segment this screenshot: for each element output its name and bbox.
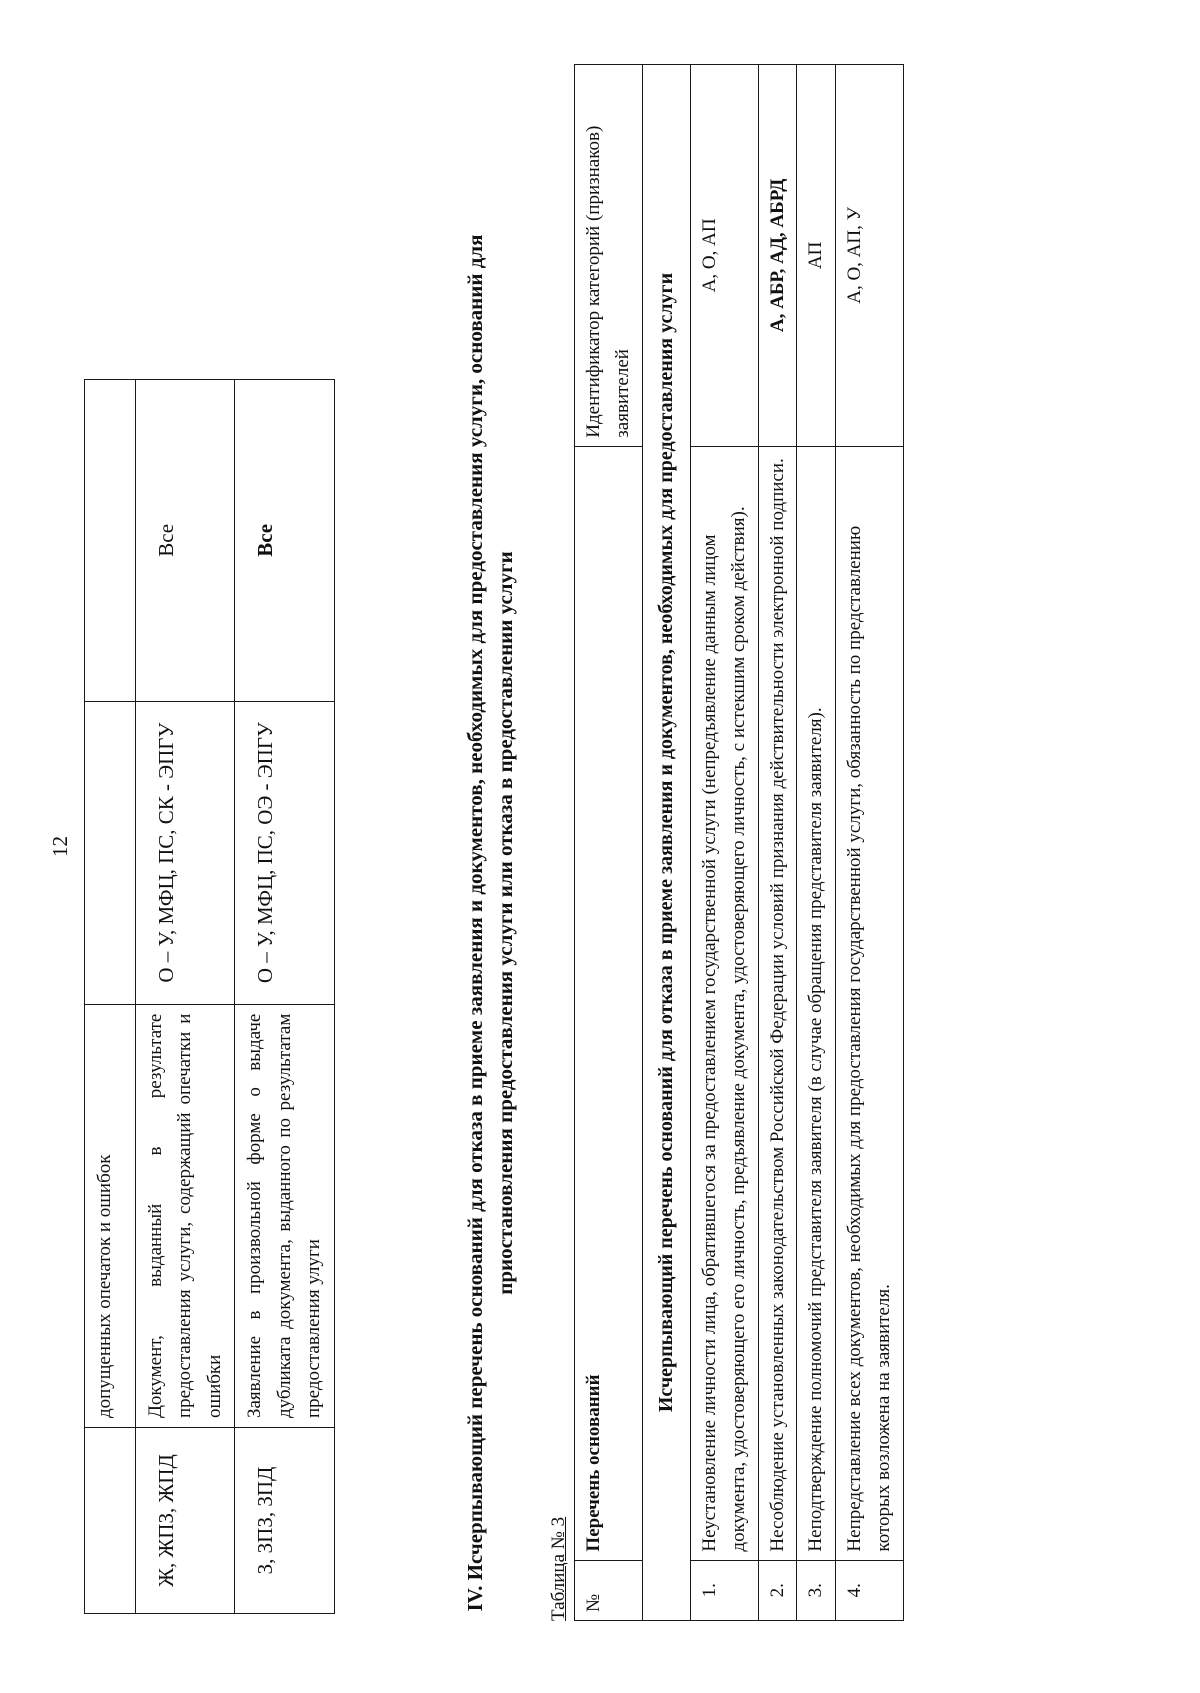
row-reason: Несоблюдение установленных законодательством Российской Федерации условий признания действительности электронной подписи. xyxy=(758,446,796,1560)
header-number: № xyxy=(575,1560,643,1620)
table-row xyxy=(690,65,758,1621)
table-header-row xyxy=(575,65,643,1621)
row-number: 4. xyxy=(835,1560,903,1620)
table-row xyxy=(85,380,136,1614)
table-caption: Таблица № 3 xyxy=(548,1516,569,1621)
code-cell: З, ЗПЗ, ЗПД xyxy=(235,1428,334,1614)
table-row xyxy=(835,65,903,1621)
description-cell: допущенных опечаток и ошибок xyxy=(85,1004,136,1427)
channels-cell xyxy=(85,701,136,1004)
table-row xyxy=(136,380,235,1614)
row-number: 2. xyxy=(758,1560,796,1620)
description-cell: Заявление в произвольной форме о выдаче дубликата документа, выданного по результатам предоставления улуги xyxy=(235,1004,334,1427)
header-identifier: Идентификатор категорий (признаков) заявителей xyxy=(575,65,643,447)
row-number: 3. xyxy=(797,1560,835,1620)
applicants-cell xyxy=(85,380,136,702)
group-title: Исчерпывающий перечень оснований для отказа в приеме заявления и документов, необходимых для предоставления услуги xyxy=(642,65,690,1621)
table-row xyxy=(235,380,334,1614)
row-identifier: А, О, АП xyxy=(690,65,758,447)
upper-continuation-table xyxy=(84,379,335,1614)
row-identifier: АП xyxy=(797,65,835,447)
code-cell xyxy=(85,1428,136,1614)
group-row xyxy=(642,65,690,1621)
section-title: IV. Исчерпывающий перечень оснований для отказа в приеме заявления и документов, необходимых для предоставления услуги, оснований для приостановления предоставления услуги или отказа в предоставлении услуги xyxy=(463,234,518,1612)
table-row xyxy=(797,65,835,1621)
row-identifier: А, АБР, АД, АБРД xyxy=(758,65,796,447)
grounds-table xyxy=(574,64,904,1621)
table-row xyxy=(758,65,796,1621)
applicants-cell: Все xyxy=(136,380,235,702)
channels-cell: О – У, МФЦ, ПС, СК - ЭПГУ xyxy=(136,701,235,1004)
code-cell: Ж, ЖПЗ, ЖПД xyxy=(136,1428,235,1614)
page-number: 12 xyxy=(48,836,72,857)
header-reasons: Перечень оснований xyxy=(575,446,643,1560)
row-number: 1. xyxy=(690,1560,758,1620)
applicants-cell: Все xyxy=(235,380,334,702)
row-identifier: А, О, АП, У xyxy=(835,65,903,447)
row-reason: Неустановление личности лица, обратившегося за предоставлением государственной услуги (непредъявление данным лицом документа, удостоверяющего его личность, предъявление документа, удостоверяющего личность, с истекшим сроком действия). xyxy=(690,446,758,1560)
row-reason: Неподтверждение полномочий представителя заявителя (в случае обращения представителя заявителя). xyxy=(797,446,835,1560)
channels-cell: О – У, МФЦ, ПС, ОЭ - ЭПГУ xyxy=(235,701,334,1004)
row-reason: Непредставление всех документов, необходимых для предоставления государственной услуги, обязанность по представлению которых возложена на заявителя. xyxy=(835,446,903,1560)
description-cell: Документ, выданный в результате предоставления услуги, содержащий опечатки и ошибки xyxy=(136,1004,235,1427)
